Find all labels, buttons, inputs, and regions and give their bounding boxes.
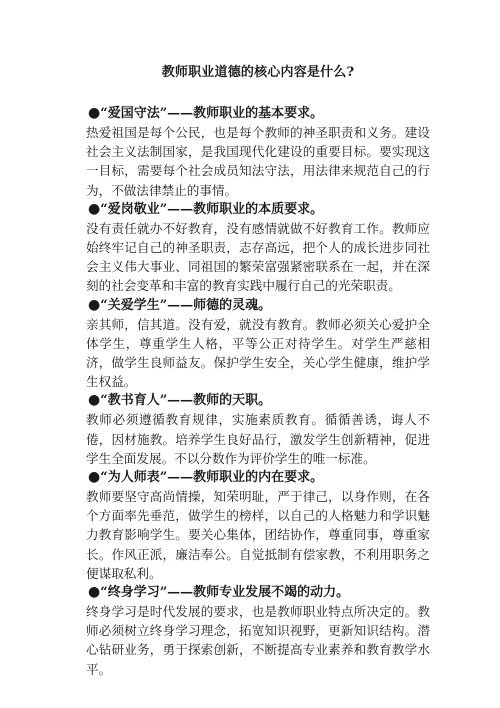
section-heading-text: “终身学习”——教师专业发展不竭的动力。 bbox=[100, 585, 350, 601]
section-heading bbox=[88, 583, 430, 602]
section-heading bbox=[88, 391, 430, 410]
section-heading bbox=[88, 296, 430, 315]
bullet-icon: ● bbox=[88, 392, 101, 409]
document-page bbox=[86, 64, 430, 679]
section-body: 教师必须遵循教育规律，实施素质教育。循循善诱，诲人不倦，因材施教。培养学生良好品行，激发学生创新精神，促进学生全面发展。不以分数作为评价学生的唯一标准。 bbox=[86, 412, 430, 466]
section-heading bbox=[88, 104, 430, 123]
section-body: 终身学习是时代发展的要求，也是教师职业特点所决定的。教师必须树立终身学习理念，拓宽知识视野，更新知识结构。潜心钻研业务，勇于探索创新，不断提高专业素养和教育教学水平。 bbox=[86, 604, 430, 677]
section-role-model bbox=[86, 468, 430, 583]
section-body: 教师要坚守高尚情操，知荣明耻，严于律己，以身作则，在各个方面率先垂范，做学生的榜样，以自己的人格魅力和学识魅力教育影响学生。要关心集体，团结协作，尊重同事，尊重家长。作风正派，廉洁奉公。自觉抵制有偿家教，不利用职务之便谋取私利。 bbox=[86, 489, 430, 581]
section-dedication bbox=[86, 200, 430, 296]
bullet-icon: ● bbox=[88, 200, 101, 217]
section-heading-text: “教书育人”——教师的天职。 bbox=[100, 393, 272, 409]
section-body: 没有责任就办不好教育，没有感情就做不好教育工作。教师应始终牢记自己的神圣职责，志存高远，把个人的成长进步同社会主义伟大事业、同祖国的繁荣富强紧密联系在一起，并在深刻的社会变革和丰富的教育实践中履行自己的光荣职责。 bbox=[86, 220, 430, 294]
bullet-icon: ● bbox=[88, 105, 101, 121]
section-body: 热爱祖国是每个公民，也是每个教师的神圣职责和义务。建设社会主义法制国家，是我国现代化建设的重要目标。要实现这一目标，需要每个社会成员知法守法，用法律来规范自己的行为，不做法律禁止的事情。 bbox=[86, 125, 430, 198]
section-heading-text: “关爱学生”——师德的灵魂。 bbox=[100, 297, 272, 313]
bullet-icon: ● bbox=[88, 469, 101, 486]
section-heading-text: “爱国守法”——教师职业的基本要求。 bbox=[100, 106, 324, 121]
section-patriotism bbox=[86, 104, 430, 200]
section-lifelong-learning bbox=[86, 583, 430, 679]
section-heading bbox=[88, 468, 430, 487]
section-teaching bbox=[86, 391, 430, 468]
section-heading-text: “为人师表”——教师职业的内在要求。 bbox=[100, 470, 324, 486]
bullet-icon: ● bbox=[88, 584, 101, 601]
section-heading bbox=[88, 200, 430, 219]
document-title: 教师职业道德的核心内容是什么? bbox=[161, 65, 355, 80]
section-heading-text: “爱岗敬业”——教师职业的本质要求。 bbox=[100, 201, 324, 217]
section-care-for-students bbox=[86, 296, 430, 392]
bullet-icon: ● bbox=[88, 296, 101, 313]
section-body: 亲其师，信其道。没有爱，就没有教育。教师必须关心爱护全体学生，尊重学生人格，平等公正对待学生。对学生严慈相济，做学生良师益友。保护学生安全，关心学生健康，维护学生权益。 bbox=[86, 316, 430, 390]
